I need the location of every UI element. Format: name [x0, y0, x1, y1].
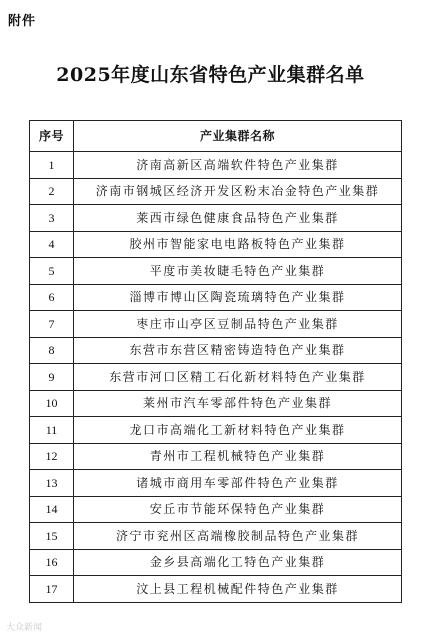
table-header-row	[30, 121, 402, 152]
row-cluster-name: 东营市东营区精密铸造特色产业集群	[74, 337, 402, 364]
row-index: 4	[30, 231, 74, 258]
row-cluster-name: 济南高新区高端软件特色产业集群	[74, 152, 402, 179]
row-cluster-name: 济南市钢城区经济开发区粉末冶金特色产业集群	[74, 178, 402, 205]
row-index: 5	[30, 258, 74, 285]
watermark: 大众新闻	[6, 623, 43, 633]
attachment-label: 附件	[8, 14, 37, 29]
row-cluster-name: 青州市工程机械特色产业集群	[74, 443, 402, 470]
table-row	[30, 496, 402, 523]
row-index: 17	[30, 576, 74, 603]
row-cluster-name: 淄博市博山区陶瓷琉璃特色产业集群	[74, 284, 402, 311]
table-row	[30, 470, 402, 497]
row-cluster-name: 安丘市节能环保特色产业集群	[74, 496, 402, 523]
row-index: 3	[30, 205, 74, 232]
table-row	[30, 576, 402, 603]
row-index: 2	[30, 178, 74, 205]
row-index: 6	[30, 284, 74, 311]
row-cluster-name: 胶州市智能家电电路板特色产业集群	[74, 231, 402, 258]
table-row	[30, 443, 402, 470]
row-index: 15	[30, 523, 74, 550]
row-cluster-name: 济宁市兖州区高端橡胶制品特色产业集群	[74, 523, 402, 550]
column-header-index: 序号	[30, 121, 74, 152]
row-cluster-name: 莱州市汽车零部件特色产业集群	[74, 390, 402, 417]
table-row	[30, 390, 402, 417]
row-index: 13	[30, 470, 74, 497]
table-row	[30, 523, 402, 550]
column-header-name: 产业集群名称	[74, 121, 402, 152]
table-row	[30, 417, 402, 444]
row-index: 10	[30, 390, 74, 417]
row-index: 8	[30, 337, 74, 364]
row-index: 12	[30, 443, 74, 470]
row-cluster-name: 莱西市绿色健康食品特色产业集群	[74, 205, 402, 232]
row-index: 9	[30, 364, 74, 391]
row-cluster-name: 东营市河口区精工石化新材料特色产业集群	[74, 364, 402, 391]
table-row	[30, 549, 402, 576]
table-row	[30, 337, 402, 364]
table-row	[30, 205, 402, 232]
row-cluster-name: 枣庄市山亭区豆制品特色产业集群	[74, 311, 402, 338]
table-row	[30, 284, 402, 311]
table-row	[30, 311, 402, 338]
row-index: 16	[30, 549, 74, 576]
row-cluster-name: 金乡县高端化工特色产业集群	[74, 549, 402, 576]
row-cluster-name: 平度市美妆睫毛特色产业集群	[74, 258, 402, 285]
row-index: 7	[30, 311, 74, 338]
table-row	[30, 152, 402, 179]
table-row	[30, 258, 402, 285]
cluster-table	[29, 120, 402, 603]
table-row	[30, 364, 402, 391]
row-cluster-name: 汶上县工程机械配件特色产业集群	[74, 576, 402, 603]
row-index: 11	[30, 417, 74, 444]
row-cluster-name: 龙口市高端化工新材料特色产业集群	[74, 417, 402, 444]
row-index: 1	[30, 152, 74, 179]
table-row	[30, 231, 402, 258]
row-cluster-name: 诸城市商用车零部件特色产业集群	[74, 470, 402, 497]
table-row	[30, 178, 402, 205]
row-index: 14	[30, 496, 74, 523]
document-title: 2025年度山东省特色产业集群名单	[56, 64, 365, 86]
